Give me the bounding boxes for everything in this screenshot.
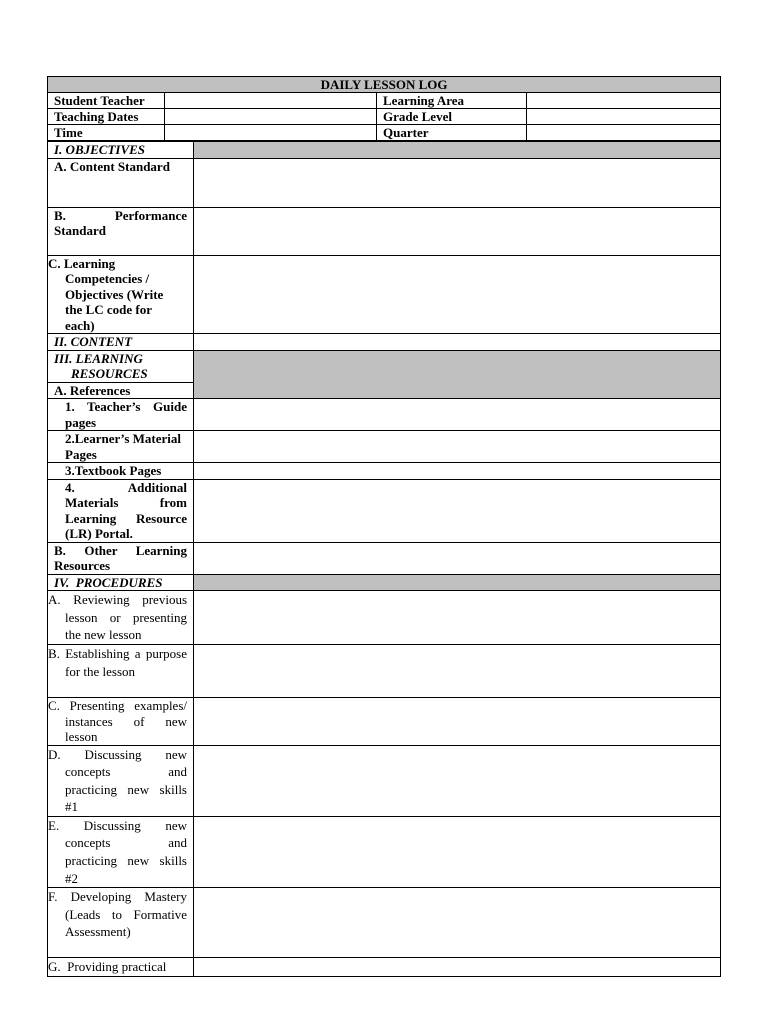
performance-standard-word: Performance [114, 207, 187, 223]
label-references: A. References [48, 382, 194, 399]
section-content: II. CONTENT [48, 334, 194, 351]
other-resources-field[interactable] [194, 542, 721, 574]
label-quarter: Quarter [377, 125, 527, 141]
student-teacher-field[interactable] [165, 93, 377, 109]
label-procedure-c: C. Presenting examples/ instances of new lesson [48, 698, 194, 746]
header-table [47, 76, 721, 141]
content-standard-field[interactable] [194, 158, 721, 207]
label-learning-area: Learning Area [377, 93, 527, 109]
procedure-d-field[interactable] [194, 745, 721, 816]
performance-standard-word2: Standard [54, 223, 107, 238]
time-field[interactable] [165, 125, 377, 141]
teachers-guide-field[interactable] [194, 399, 721, 431]
quarter-field[interactable] [527, 125, 721, 141]
learning-resources-line1: III. LEARNING [54, 350, 143, 366]
label-additional-materials: 4. Additional Materials from Learning Resource (LR) Portal. [48, 479, 194, 542]
teaching-dates-field[interactable] [165, 109, 377, 125]
label-teachers-guide: 1. Teacher’s Guide pages [48, 399, 194, 431]
label-procedure-g: G. Providing practical [48, 958, 194, 977]
performance-standard-letter: B. [54, 207, 66, 223]
objectives-shaded-cell [194, 142, 721, 159]
label-procedure-f: F. Developing Mastery (Leads to Formative Assessment) [48, 888, 194, 958]
content-field[interactable] [194, 334, 721, 351]
procedures-shaded-cell [194, 574, 721, 591]
procedure-b-field[interactable] [194, 645, 721, 698]
additional-materials-field[interactable] [194, 479, 721, 542]
label-student-teacher: Student Teacher [48, 93, 165, 109]
lesson-log-table [47, 141, 721, 977]
learning-resources-shaded-cell [194, 350, 721, 399]
document-title: DAILY LESSON LOG [48, 77, 721, 93]
performance-standard-field[interactable] [194, 207, 721, 255]
label-learners-material: 2.Learner’s Material Pages [48, 431, 194, 463]
learning-resources-line2: RESOURCES [71, 366, 148, 381]
label-learning-competencies: C. Learning Competencies / Objectives (Write the LC code for each) [48, 255, 194, 334]
section-learning-resources [48, 350, 194, 382]
learning-area-field[interactable] [527, 93, 721, 109]
label-performance-standard [48, 207, 194, 255]
procedure-a-field[interactable] [194, 591, 721, 645]
label-grade-level: Grade Level [377, 109, 527, 125]
procedure-f-field[interactable] [194, 888, 721, 958]
procedure-e-field[interactable] [194, 816, 721, 887]
procedure-g-field[interactable] [194, 958, 721, 977]
label-procedure-b: B. Establishing a purpose for the lesson [48, 645, 194, 698]
section-procedures: IV. PROCEDURES [48, 574, 194, 591]
label-teaching-dates: Teaching Dates [48, 109, 165, 125]
section-objectives: I. OBJECTIVES [48, 142, 194, 159]
grade-level-field[interactable] [527, 109, 721, 125]
label-content-standard: A. Content Standard [48, 158, 194, 207]
label-procedure-a: A. Reviewing previous lesson or presenting the new lesson [48, 591, 194, 645]
learning-competencies-field[interactable] [194, 255, 721, 334]
label-time: Time [48, 125, 165, 141]
label-procedure-d: D. Discussing new concepts and practicing new skills #1 [48, 745, 194, 816]
label-other-resources: B. Other Learning Resources [48, 542, 194, 574]
learners-material-field[interactable] [194, 431, 721, 463]
label-procedure-e: E. Discussing new concepts and practicing new skills #2 [48, 816, 194, 887]
textbook-pages-field[interactable] [194, 463, 721, 480]
procedure-c-field[interactable] [194, 698, 721, 746]
label-textbook-pages: 3.Textbook Pages [48, 463, 194, 480]
